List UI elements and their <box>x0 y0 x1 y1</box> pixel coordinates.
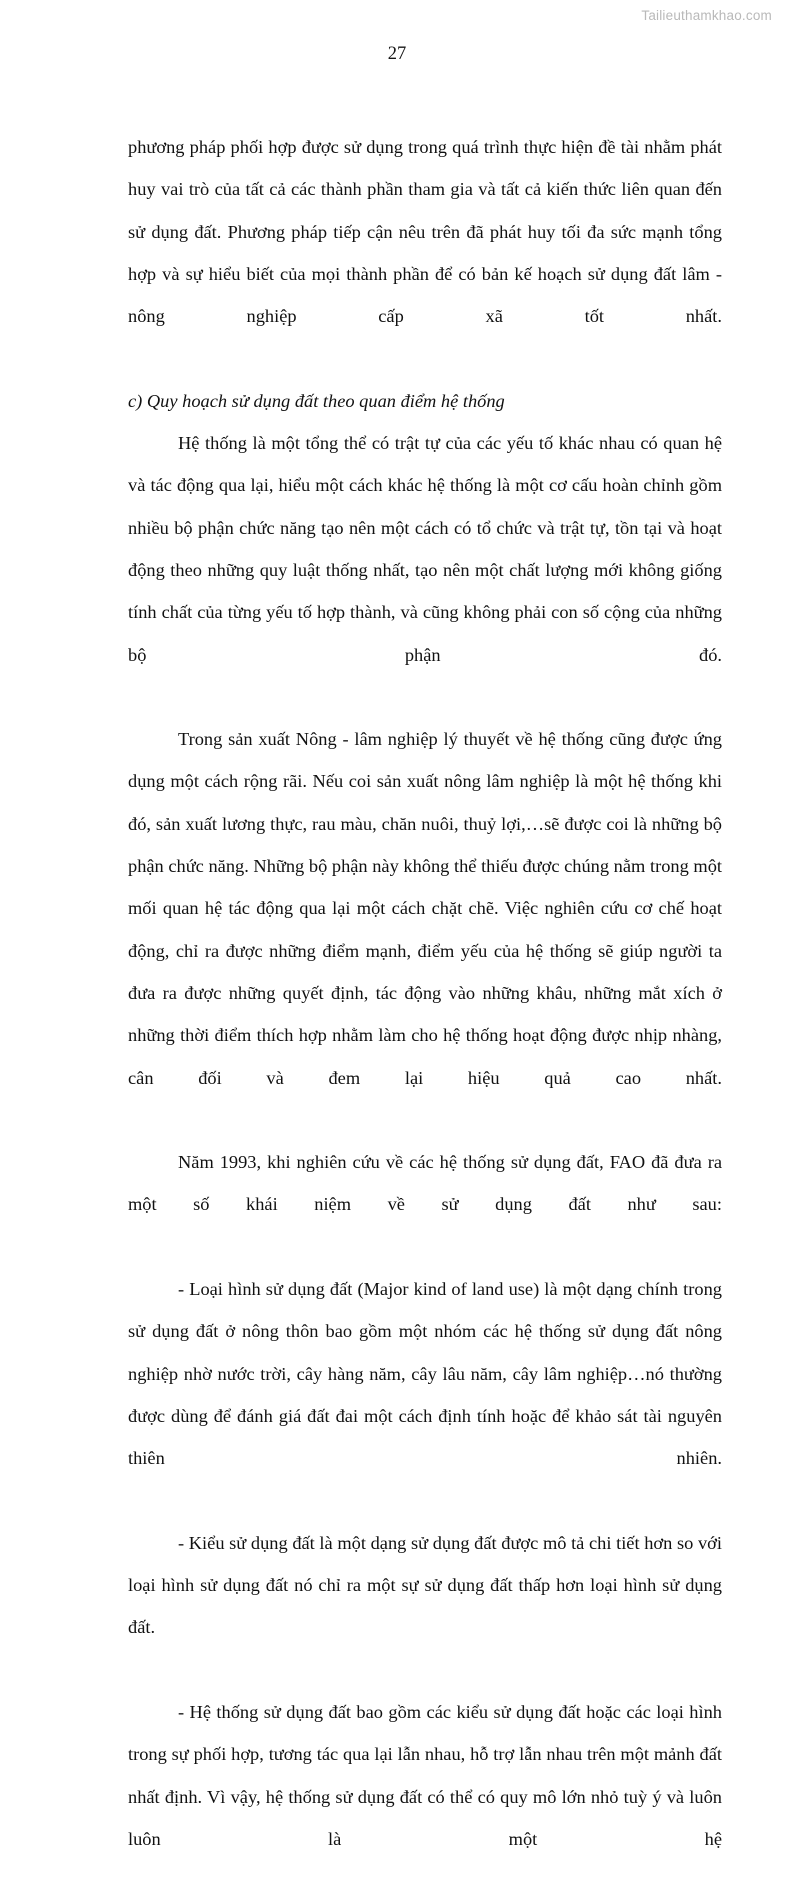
paragraph-agroforestry-system: Trong sản xuất Nông - lâm nghiệp lý thuyết về hệ thống cũng được ứng dụng một cách rộng rãi. Nếu coi sản xuất nông lâm nghiệp là một hệ thống khi đó, sản xuất lương thực, rau màu, chăn nuôi, thuỷ lợi,…sẽ được coi là những bộ phận chức năng. Những bộ phận này không thể thiếu được chúng nằm trong một mối quan hệ tác động qua lại một cách chặt chẽ. Việc nghiên cứu cơ chế hoạt động, chỉ ra được những điểm mạnh, điểm yếu của hệ thống sẽ giúp người ta đưa ra được những quyết định, tác động vào những khâu, những mắt xích ở những thời điểm thích hợp nhằm làm cho hệ thống hoạt động được nhịp nhàng, cân đối và đem lại hiệu quả cao nhất. <box>128 729 722 1088</box>
list-item-land-utilization-type: - Kiểu sử dụng đất là một dạng sử dụng đất được mô tả chi tiết hơn so với loại hình sử dụng đất nó chỉ ra một sự sử dụng đất thấp hơn loại hình sử dụng đất. <box>128 1532 722 1638</box>
list-item-land-use-system: - Hệ thống sử dụng đất bao gồm các kiểu sử dụng đất hoặc các loại hình trong sự phối hợp, tương tác qua lại lẫn nhau, hỗ trợ lẫn nhau trên một mảnh đất nhất định. Vì vậy, hệ thống sử dụng đất có thể có quy mô lớn nhỏ tuỳ ý và luôn luôn là một hệ <box>128 1701 722 1849</box>
section-heading-c: c) Quy hoạch sử dụng đất theo quan điểm hệ thống <box>128 390 505 411</box>
watermark-text: Tailieuthamkhao.com <box>641 8 772 23</box>
page-number: 27 <box>387 44 407 64</box>
paragraph-continuation: phương pháp phối hợp được sử dụng trong quá trình thực hiện đề tài nhằm phát huy vai trò của tất cả các thành phần tham gia và tất cả kiến thức liên quan đến sử dụng đất. Phương pháp tiếp cận nêu trên đã phát huy tối đa sức mạnh tổng hợp và sự hiểu biết của mọi thành phần để có bản kế hoạch sử dụng đất lâm - nông nghiệp cấp xã tốt nhất. <box>128 137 722 327</box>
paragraph-system-definition: Hệ thống là một tổng thể có trật tự của các yếu tố khác nhau có quan hệ và tác động qua lại, hiểu một cách khác hệ thống là một cơ cấu hoàn chỉnh gồm nhiều bộ phận chức năng tạo nên một cách có tổ chức và trật tự, tồn tại và hoạt động theo những quy luật thống nhất, tạo nên một chất lượng mới không giống tính chất của từng yếu tố hợp thành, và cũng không phải con số cộng của những bộ phận đó. <box>128 433 722 665</box>
page-body <box>128 126 722 1902</box>
paragraph-fao-1993: Năm 1993, khi nghiên cứu về các hệ thống sử dụng đất, FAO đã đưa ra một số khái niệm về sử dụng đất như sau: <box>128 1152 722 1215</box>
list-item-major-kind-of-land-use: - Loại hình sử dụng đất (Major kind of land use) là một dạng chính trong sử dụng đất ở nông thôn bao gồm một nhóm các hệ thống sử dụng đất nông nghiệp nhờ nước trời, cây hàng năm, cây lâu năm, cây lâm nghiệp…nó thường được dùng để đánh giá đất đai một cách định tính hoặc để khảo sát tài nguyên thiên nhiên. <box>128 1279 722 1469</box>
